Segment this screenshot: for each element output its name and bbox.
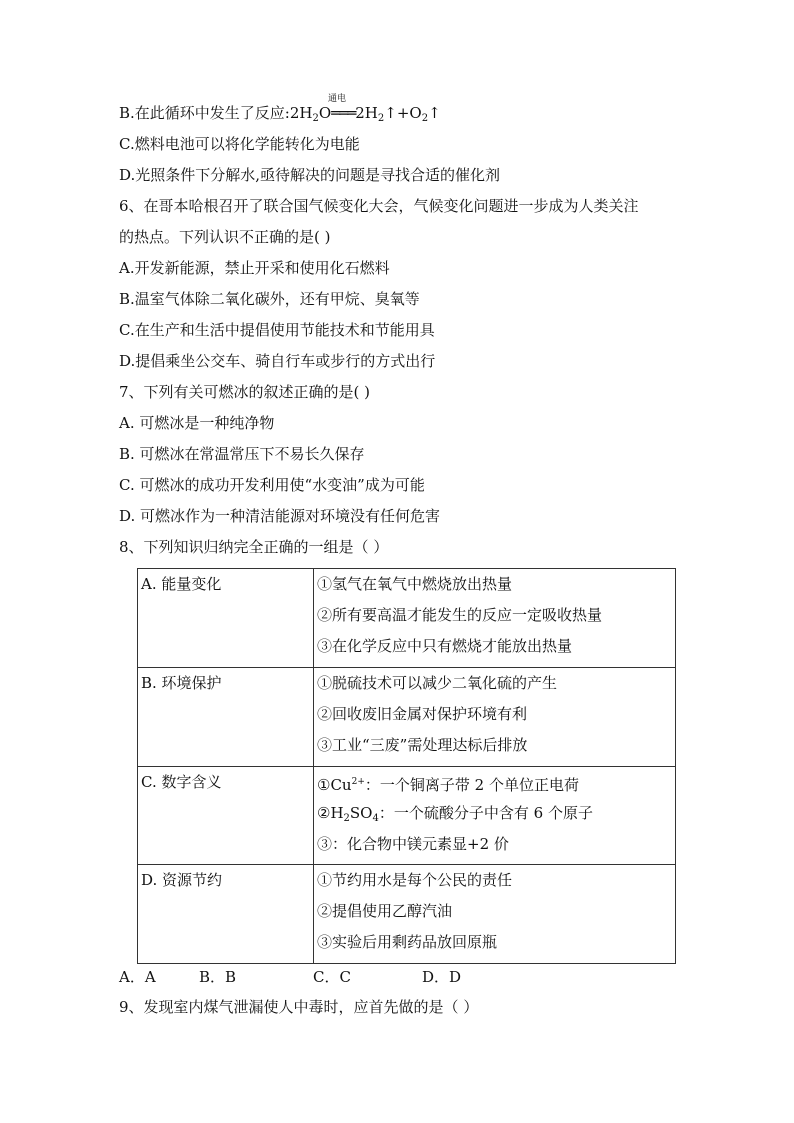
q6-option-b: B.温室气体除二氧化碳外，还有甲烷、臭氧等	[119, 290, 420, 308]
q6-option-d: D.提倡乘坐公交车、骑自行车或步行的方式出行	[119, 352, 436, 370]
list-item: ②提倡使用乙醇汽油	[317, 902, 453, 921]
q7-stem: 7、下列有关可燃冰的叙述正确的是( )	[119, 383, 371, 401]
list-item: ①氢气在氧气中燃烧放出热量	[317, 575, 513, 593]
q6-option-a: A.开发新能源，禁止开采和使用化石燃料	[119, 259, 390, 277]
list-item: $①Cu^{2+}$：一个铜离子带 2 个单位正电荷	[317, 775, 579, 794]
list-item: ①节约用水是每个公民的责任	[317, 871, 513, 890]
table-row	[138, 667, 676, 766]
list-item: ③工业“三废”需处理达标后排放	[317, 735, 528, 754]
list-item: ③：化合物中镁元素显+2 价	[317, 834, 509, 853]
q7-option-d: D. 可燃冰作为一种清洁能源对环境没有任何危害	[119, 507, 441, 525]
q8-option-b: B．B	[199, 968, 237, 986]
q7-option-a: A. 可燃冰是一种纯净物	[119, 414, 275, 432]
q8-stem: 8、下列知识归纳完全正确的一组是（ ）	[119, 538, 389, 556]
row-label: B. 环境保护	[138, 667, 314, 766]
row-items	[314, 766, 676, 865]
q7-option-c: C. 可燃冰的成功开发利用使“水变油”成为可能	[119, 476, 425, 494]
q8-option-c: C．C	[313, 968, 351, 986]
table-row	[138, 865, 676, 964]
reaction-condition: 通电	[328, 94, 347, 104]
q8-option-a: A．A	[119, 968, 156, 986]
list-item: ③在化学反应中只有燃烧才能放出热量	[317, 637, 573, 655]
row-label: C. 数字含义	[138, 766, 314, 865]
q7-option-b: B. 可燃冰在常温常压下不易长久保存	[119, 445, 365, 463]
list-item: ②所有要高温才能发生的反应一定吸收热量	[317, 606, 603, 624]
q5-option-d: D.光照条件下分解水,亟待解决的问题是寻找合适的催化剂	[119, 166, 501, 184]
q8-option-d: D．D	[422, 968, 462, 986]
list-item: ①脱硫技术可以减少二氧化硫的产生	[317, 673, 558, 692]
knowledge-table	[137, 568, 676, 964]
table-row	[138, 766, 676, 865]
q9-stem: 9、发现室内煤气泄漏使人中毒时，应首先做的是（ ）	[119, 998, 479, 1016]
q6-option-c: C.在生产和生活中提倡使用节能技术和节能用具	[119, 321, 435, 339]
row-label: A. 能量变化	[138, 569, 314, 668]
row-items	[314, 865, 676, 964]
row-items	[314, 667, 676, 766]
row-items	[314, 569, 676, 668]
row-label: D. 资源节约	[138, 865, 314, 964]
table-row	[138, 569, 676, 668]
q6-stem-line1: 6、在哥本哈根召开了联合国气候变化大会，气候变化问题进一步成为人类关注	[119, 197, 639, 215]
list-item: ②回收废旧金属对保护环境有利	[317, 704, 528, 723]
q5-option-c: C.燃料电池可以将化学能转化为电能	[119, 135, 360, 153]
list-item: $②H_2SO_4$：一个硫酸分子中含有 6 个原子	[317, 803, 593, 824]
q6-stem-line2: 的热点。下列认识不正确的是( )	[119, 228, 331, 246]
q5-option-b: B.在此循环中发生了反应$:2H_2O$ 通电 $═══2H_2↑+O_2↑$	[119, 103, 441, 129]
list-item: ③实验后用剩药品放回原瓶	[317, 933, 498, 952]
